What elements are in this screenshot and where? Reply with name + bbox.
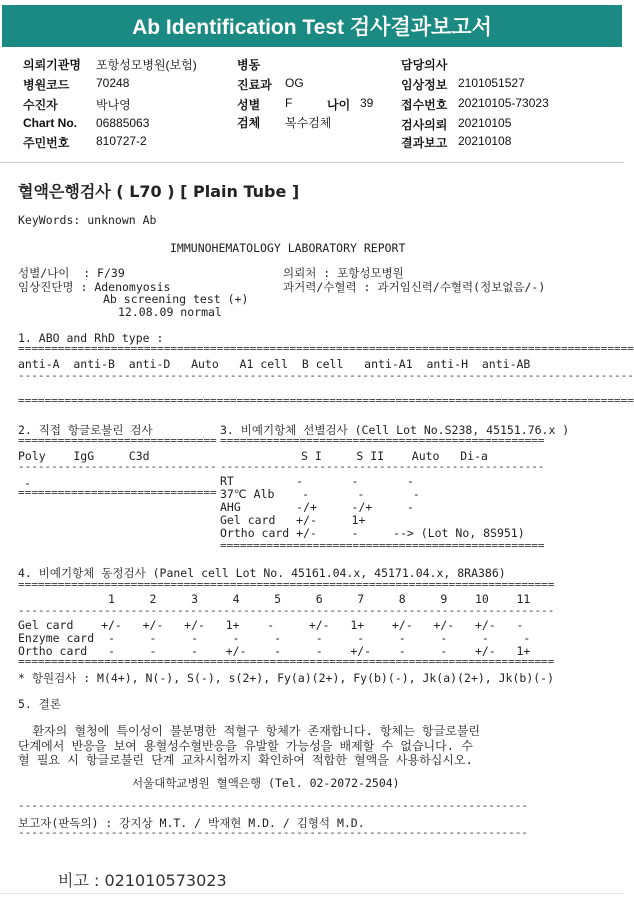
section-title: 혈액은행검사 ( L70 ) [ Plain Tube ]: [18, 182, 300, 201]
age-value: 39: [360, 96, 374, 110]
dept-value: OG: [285, 76, 304, 90]
info-sex-age: 성별/나이 : F/39: [18, 266, 125, 280]
note: 비고 : 021010573023: [58, 871, 227, 890]
chart-label: Chart No.: [23, 116, 77, 130]
abo-title: 1. ABO and RhD type :: [18, 331, 164, 345]
screen-rule-top: =================================================: [220, 434, 545, 447]
abo-rule-bottom: =============================================================================================: [18, 394, 634, 407]
hospital-label: 의뢰기관명: [23, 58, 81, 72]
ward-label: 병동: [237, 58, 261, 72]
clinical-value: 2101051527: [458, 76, 525, 90]
sex-value: F: [285, 96, 293, 110]
abo-columns: anti-A anti-B anti-D Auto A1 cell B cell anti-A1 anti-H anti-AB: [18, 357, 531, 371]
keywords: KeyWords: unknown Ab: [18, 213, 157, 227]
dat-rule-bottom: ==============================: [18, 486, 217, 499]
code-label: 병원코드: [23, 78, 70, 92]
blood-bank-contact: 서울대학교병원 혈액은행 (Tel. 02-2072-2504): [132, 776, 400, 790]
header-divider: [0, 162, 624, 163]
hospital-value: 포항성모병원(보험): [96, 58, 197, 72]
abo-rule-top: =============================================================================================: [18, 342, 634, 355]
info-normal-date: 12.08.09 normal: [118, 305, 222, 319]
dept-label: 진료과: [237, 78, 272, 92]
screen-rule-bottom: =================================================: [220, 539, 545, 552]
reporter-rule-bottom: -----------------------------------------------------------------------------: [18, 826, 528, 839]
dat-value: -: [24, 476, 31, 490]
lab-report-title: IMMUNOHEMATOLOGY LABORATORY REPORT: [170, 241, 406, 255]
patient-label: 수진자: [23, 98, 58, 112]
dat-columns: Poly IgG C3d: [18, 449, 150, 463]
screen-row-ortho: Ortho card +/- - --> (Lot No, 8S951): [220, 526, 525, 540]
abo-rule-mid: ---------------------------------------------------------------------------------------------: [18, 369, 634, 382]
report-title-bar: [2, 5, 622, 47]
antigen-result: * 항원검사 : M(4+), N(-), S(-), s(2+), Fy(a)(2+), Fy(b)(-), Jk(a)(2+), Jk(b)(-): [18, 671, 555, 685]
info-requester: 의뢰처 : 포항성모병원: [283, 266, 404, 280]
dat-rule-top: ==============================: [18, 434, 217, 447]
screen-row-ahg: AHG -/+ -/+ -: [220, 500, 414, 514]
conclusion-line-3: 혈 필요 시 항글로불린 단계 교차시험까지 확인하여 적합한 혈액을 사용하십시오.: [18, 753, 473, 767]
request-value: 20210105: [458, 116, 512, 130]
dat-rule-mid: ------------------------------: [18, 460, 217, 473]
patient-value: 박나영: [96, 98, 131, 112]
reporter: 보고자(판독의) : 강지상 M.T. / 박재현 M.D. / 김형석 M.D.: [18, 816, 365, 830]
screen-row-rt: RT - - -: [220, 474, 414, 488]
panel-rule-top: =================================================================================: [18, 578, 555, 591]
info-diagnosis: 임상진단명 : Adenomyosis: [18, 280, 171, 294]
screen-columns: S I S II Auto Di-a: [301, 449, 488, 463]
info-history: 과거력/수혈력 : 과거임신력/수혈력(정보없음/-): [283, 280, 546, 294]
screen-row-gel: Gel card +/- 1+: [220, 513, 366, 527]
clinical-label: 임상정보: [401, 78, 448, 92]
rrn-label: 주민번호: [23, 136, 70, 150]
bottom-divider: [0, 893, 624, 894]
screen-row-alb: 37℃ Alb - - -: [220, 487, 420, 501]
screen-title: 3. 비예기항체 선별검사 (Cell Lot No.S238, 45151.76.x ): [220, 423, 570, 437]
doctor-label: 담당의사: [401, 58, 448, 72]
conclusion-title: 5. 결론: [18, 697, 61, 711]
panel-rule-bottom: =================================================================================: [18, 655, 555, 668]
panel-title: 4. 비예기항체 동정검사 (Panel cell Lot No. 45161.04.x, 45171.04.x, 8RA386): [18, 566, 506, 580]
panel-row-gel: Gel card +/- +/- +/- 1+ - +/- 1+ +/- +/- +/- -: [18, 618, 524, 632]
report-title: Ab Identification Test 검사결과보고서: [132, 16, 492, 39]
sex-label: 성별: [237, 98, 261, 112]
rrn-value: 810727-2: [96, 134, 147, 148]
dat-title: 2. 직접 항글로불린 검사: [18, 423, 153, 437]
specimen-label: 검체: [237, 116, 261, 130]
panel-rule-mid: ---------------------------------------------------------------------------------: [18, 604, 555, 617]
panel-row-ortho: Ortho card - - - +/- - - +/- - - +/- 1+: [18, 644, 531, 658]
specimen-value: 복수검체: [285, 116, 332, 130]
report-date-value: 20210108: [458, 134, 512, 148]
conclusion-line-1: 환자의 혈청에 특이성이 불분명한 적혈구 항체가 존재합니다. 항체는 항글로불린: [18, 724, 481, 738]
report-date-label: 결과보고: [401, 136, 448, 150]
panel-row-enzyme: Enzyme card - - - - - - - - - - -: [18, 631, 531, 645]
reporter-rule-top: -----------------------------------------------------------------------------: [18, 799, 528, 812]
conclusion-line-2: 단계에서 반응을 보여 용혈성수혈반응을 유발할 가능성을 배제할 수 없습니다. 수: [18, 739, 473, 753]
request-label: 검사의뢰: [401, 118, 448, 132]
code-value: 70248: [96, 76, 130, 90]
panel-columns: 1 2 3 4 5 6 7 8 9 10 11: [18, 592, 531, 606]
receipt-label: 접수번호: [401, 98, 448, 112]
screen-rule-mid: -------------------------------------------------: [220, 460, 545, 473]
receipt-value: 20210105-73023: [458, 96, 549, 110]
chart-value: 06885063: [96, 116, 150, 130]
age-label: 나이: [327, 98, 351, 112]
info-screening: Ab screening test (+): [103, 292, 249, 306]
